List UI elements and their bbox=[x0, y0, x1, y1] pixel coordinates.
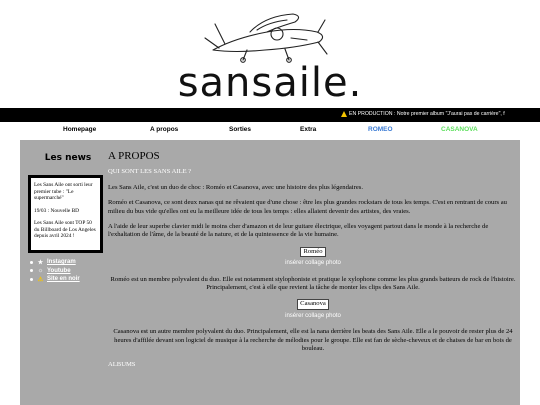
bullet-icon bbox=[30, 261, 33, 264]
news-ticker bbox=[0, 108, 540, 122]
site-en-noir-link[interactable]: Site en noir bbox=[47, 276, 80, 282]
nav-a-propos[interactable]: A propos bbox=[150, 126, 179, 133]
news-box bbox=[28, 175, 103, 253]
nav-casanova[interactable]: CASANOVA bbox=[441, 126, 478, 133]
page-title: A PROPOS bbox=[108, 150, 160, 162]
airplane-logo-icon bbox=[195, 8, 345, 63]
casanova-photo-link[interactable]: insérer collage photo bbox=[285, 312, 341, 319]
ticker-text: EN PRODUCTION : Notre premier album "J'aurai pas de carrière", f bbox=[349, 111, 505, 117]
content-area bbox=[108, 152, 518, 376]
intro-paragraph: Les Sans Aile, c'est un duo de choc : Roméo et Casanova, avec une histoire des plus légendaires. bbox=[108, 183, 363, 191]
social-links bbox=[28, 259, 108, 283]
sidebar bbox=[28, 140, 108, 289]
bullet-icon bbox=[30, 278, 33, 281]
nav-homepage[interactable]: Homepage bbox=[63, 126, 97, 133]
casanova-description: Casanova est un autre membre polyvalent du duo. Principalement, elle est la nana derrière les beats des Sans Aile. Elle a le pouvoir de rester plus de 24 heures d'affilée devant son logiciel de musique à la recherche de mélodies pour le groupe. Elle est fan de sèche-cheveux et de chaises de bar en bois de bouleau. bbox=[113, 328, 513, 353]
site-header bbox=[0, 0, 540, 108]
instagram-link[interactable]: Instagram bbox=[47, 259, 76, 265]
casanova-label-row bbox=[108, 299, 518, 309]
nav-sorties[interactable]: Sorties bbox=[229, 126, 252, 133]
main-nav bbox=[0, 122, 540, 138]
link-item-youtube bbox=[30, 268, 108, 274]
travel-paragraph: A l'aide de leur superbe clavier midi le moins cher d'amazon et de leur guitare électrique, elles voyagent partout dans le monde à la recherche de l'exhaltation de l'âme, de la beauté de la nature, et de la quintessence de la vie humaine. bbox=[108, 223, 489, 239]
casanova-name-box: Casanova bbox=[297, 299, 329, 309]
site-logo[interactable]: sansaile. bbox=[177, 60, 363, 106]
news-title: Les news bbox=[44, 153, 92, 163]
nav-romeo[interactable]: ROMEO bbox=[368, 126, 393, 133]
star-icon: ★ bbox=[37, 259, 44, 266]
romeo-photo-link[interactable]: insérer collage photo bbox=[285, 260, 341, 267]
main-panel bbox=[20, 140, 520, 405]
nav-extra[interactable]: Extra bbox=[300, 126, 317, 133]
news-item: Les Sans Aile sont TOP 50 du Billboard de Los Angeles depuis avril 2024 ! bbox=[34, 220, 96, 239]
youtube-link[interactable]: Youtube bbox=[47, 267, 71, 274]
link-item-site-en-noir bbox=[30, 276, 108, 283]
albums-heading: ALBUMS bbox=[108, 360, 136, 368]
section-subtitle: QUI SONT LES SANS AILE ? bbox=[108, 168, 192, 176]
link-item-instagram bbox=[30, 259, 108, 266]
sun-icon: ☼ bbox=[37, 267, 44, 274]
romeo-description: Roméo est un membre polyvalent du duo. Elle est notamment stylophoniste et pratique le xylophone comme les plus grands batteurs de rock de l'histoire. Principalement, c'est à elle que revient la tâche de monter les clips des Sans Aile. bbox=[110, 275, 516, 292]
romeo-label-row bbox=[108, 247, 518, 257]
warning-icon: ⚠ bbox=[37, 276, 44, 283]
warning-icon bbox=[341, 111, 347, 117]
romeo-name-box: Roméo bbox=[300, 247, 325, 257]
story-paragraph: Roméo et Casanova, ce sont deux nanas qui ne rêvaient que d'une chose : être les plus grandes rockstars de tous les temps. C'est en rentrant de cours au milieu du bus vide qu'elles ont eu la meilleure idée de tous les temps : elles allaient devenir des artistes, des vraies. bbox=[108, 199, 507, 215]
news-item: Les Sans Aile ont sorti leur premier tube : "Le supermarché" bbox=[34, 182, 93, 201]
news-item: 19/03 : Nouvelle BD bbox=[34, 207, 80, 214]
bullet-icon bbox=[30, 269, 33, 272]
